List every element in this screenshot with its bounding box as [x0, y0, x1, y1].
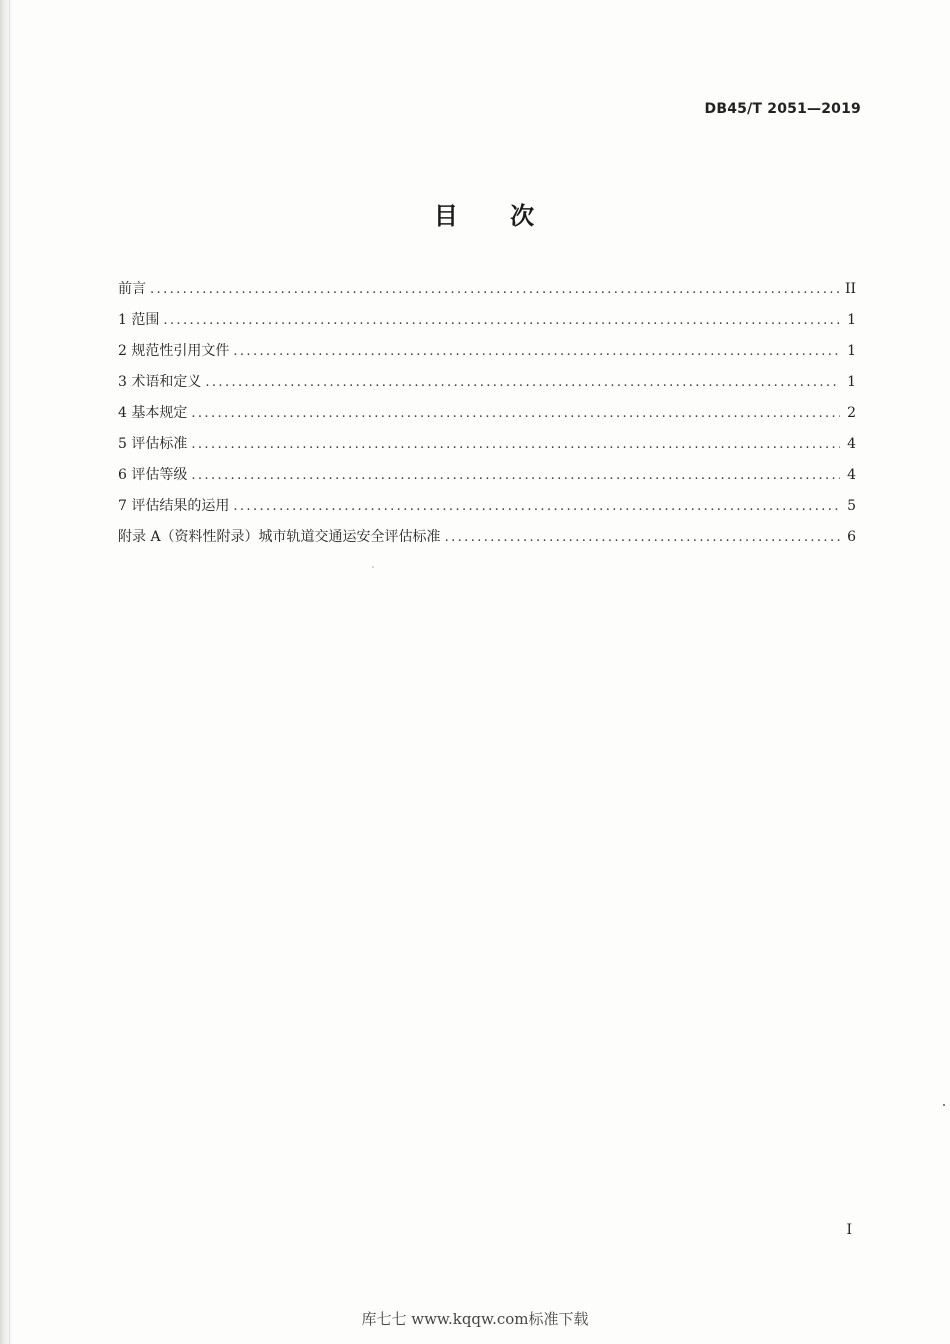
scan-speck [372, 566, 374, 568]
toc-leader-dots [445, 522, 840, 553]
toc-entry-scope[interactable] [118, 305, 856, 336]
toc-entry-normative-references[interactable] [118, 336, 856, 367]
toc-entry-label: 3 术语和定义 [118, 374, 202, 390]
toc-entry-page: II [844, 281, 856, 297]
toc-entry-label: 附录 A（资料性附录）城市轨道交通运安全评估标准 [118, 529, 441, 545]
toc-entry-page: 2 [847, 405, 856, 421]
toc-leader-dots [191, 460, 840, 491]
toc-entry-page: 1 [847, 343, 856, 359]
toc-entry-label: 1 范围 [118, 312, 160, 328]
toc-entry-foreword[interactable] [118, 274, 856, 305]
toc-entry-label: 6 评估等级 [118, 467, 188, 483]
toc-leader-dots [150, 274, 839, 305]
toc-entry-label: 4 基本规定 [118, 405, 188, 421]
toc-entry-page: 1 [847, 374, 856, 390]
toc-entry-result-application[interactable] [118, 491, 856, 522]
toc-entry-terms-definitions[interactable] [118, 367, 856, 398]
toc-entry-label: 5 评估标准 [118, 436, 188, 452]
toc-entry-page: 5 [847, 498, 856, 514]
page-number: I [846, 1222, 852, 1238]
toc-leader-dots [233, 336, 840, 367]
toc-entry-page: 4 [847, 436, 856, 452]
toc-leader-dots [163, 305, 840, 336]
table-of-contents [118, 274, 856, 553]
toc-entry-evaluation-grades[interactable] [118, 460, 856, 491]
toc-entry-page: 1 [847, 312, 856, 328]
toc-entry-label: 7 评估结果的运用 [118, 498, 230, 514]
scan-speck [943, 1104, 945, 1106]
toc-entry-page: 4 [847, 467, 856, 483]
toc-title: 目 次 [433, 202, 535, 230]
document-code: DB45/T 2051—2019 [704, 101, 861, 117]
footer-watermark: 库七七 www.kqqw.com标准下载 [361, 1310, 589, 1328]
toc-entry-label: 2 规范性引用文件 [118, 343, 230, 359]
toc-entry-page: 6 [847, 529, 856, 545]
toc-leader-dots [191, 398, 840, 429]
toc-entry-basic-provisions[interactable] [118, 398, 856, 429]
toc-entry-evaluation-criteria[interactable] [118, 429, 856, 460]
toc-leader-dots [191, 429, 840, 460]
toc-entry-label: 前言 [118, 281, 146, 297]
toc-leader-dots [233, 491, 840, 522]
toc-leader-dots [205, 367, 840, 398]
toc-entry-appendix-a[interactable] [118, 522, 856, 553]
